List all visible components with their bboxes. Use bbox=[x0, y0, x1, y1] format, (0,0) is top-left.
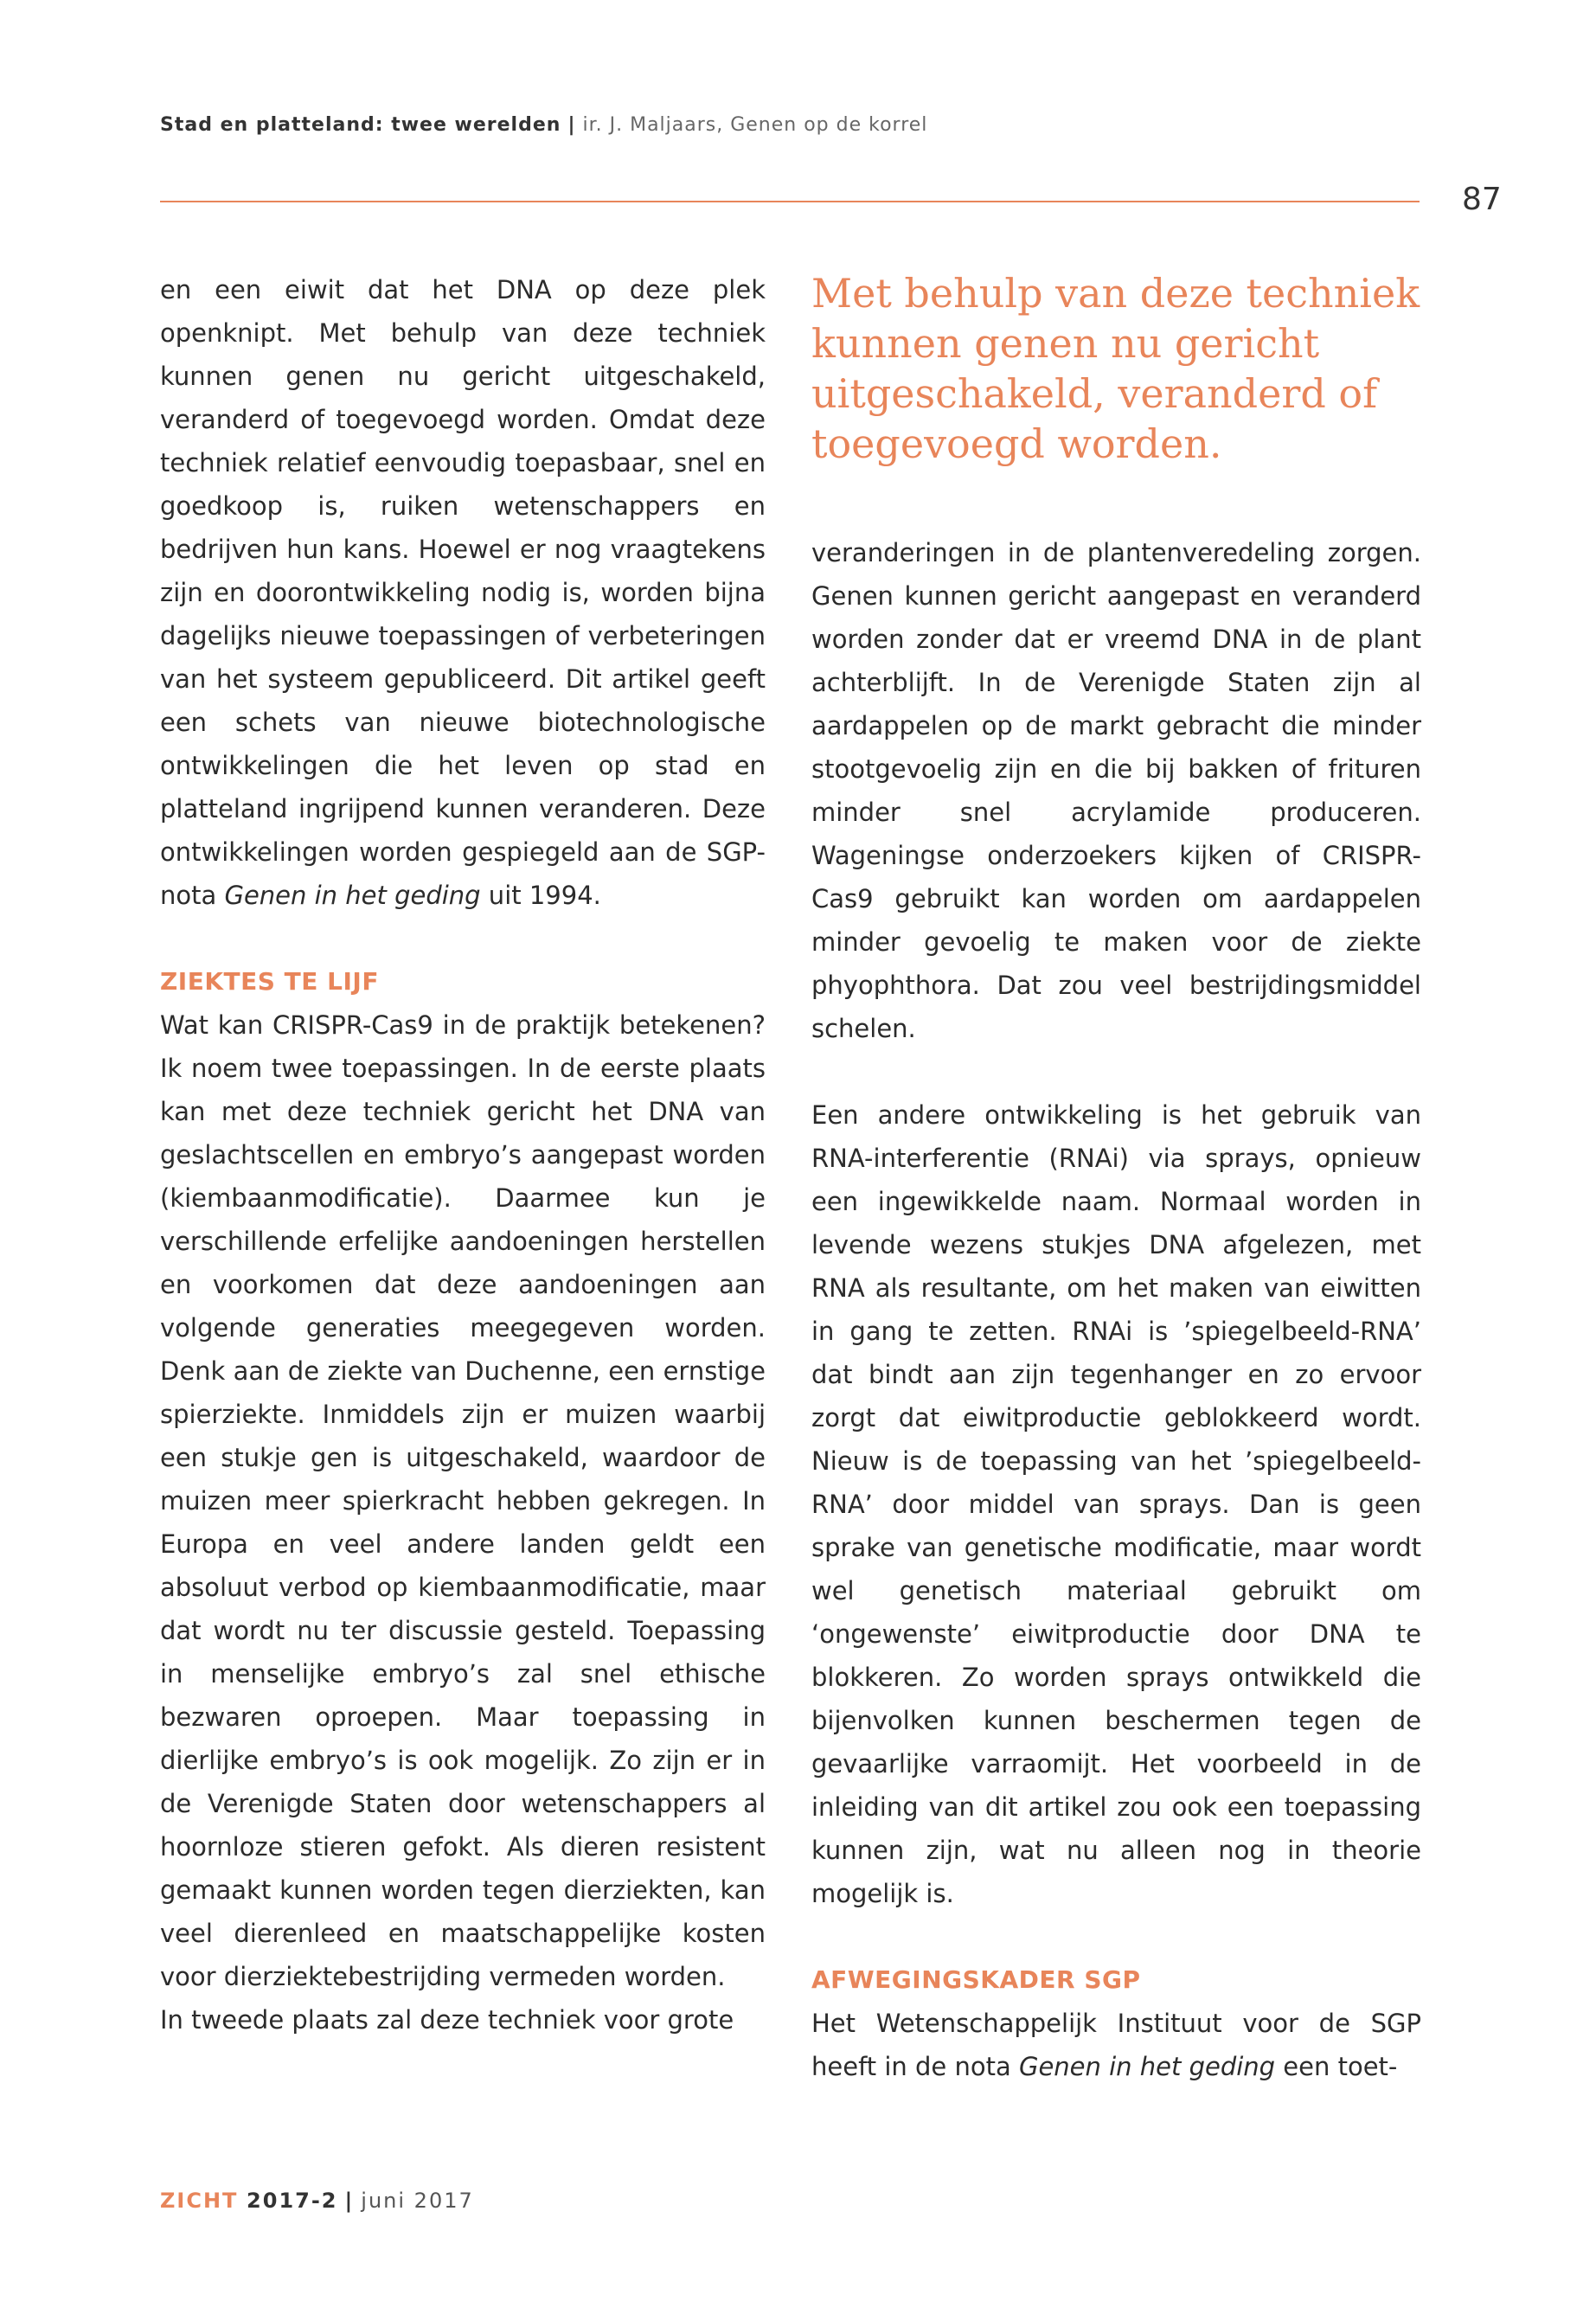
footer-separator: | bbox=[344, 2189, 355, 2213]
right-paragraph-1: veranderingen in de plantenveredeling zorgen. Genen kunnen gericht aangepast en veranderd worden zonder dat er vreemd DNA in de plant achterblijft. In de Verenigde Staten zijn al aardappelen op de markt gebracht die minder stootgevoelig zijn en die bij bakken of frituren minder snel acrylamide produceren. Wageningse onderzoekers kijken of CRISPR-Cas9 gebruikt kan worden om aardappelen minder gevoelig te maken voor de ziekte phyophthora. Dat zou veel bestrijdingsmiddel schelen. bbox=[811, 538, 1421, 1043]
footer-issue: 2017-2 bbox=[247, 2189, 338, 2213]
left-column bbox=[160, 268, 766, 2041]
page-number: 87 bbox=[1462, 182, 1502, 217]
footer bbox=[160, 2189, 474, 2213]
header-author: ir. J. Maljaars, Genen op de korrel bbox=[582, 114, 928, 136]
right-paragraph-3: Het Wetenschappelijk Instituut voor de SGP heeft in de nota Genen in het geding een toet- bbox=[811, 2009, 1421, 2081]
book-title: Genen in het geding bbox=[1018, 2052, 1276, 2081]
running-header bbox=[160, 114, 927, 136]
header-rule bbox=[160, 201, 1420, 202]
header-title: Stad en platteland: twee werelden bbox=[160, 114, 561, 136]
footer-date: juni 2017 bbox=[361, 2189, 474, 2213]
section-heading-ziektes: ZIEKTES TE LIJF bbox=[160, 967, 379, 996]
pull-quote: Met behulp van deze techniek kunnen genen nu gericht uitgeschakeld, veranderd of toegevoegd worden. bbox=[811, 270, 1420, 467]
section-heading-afwegingskader: AFWEGINGSKADER SGP bbox=[811, 1965, 1141, 1994]
header-separator: | bbox=[567, 114, 576, 136]
book-title: Genen in het geding bbox=[224, 881, 481, 910]
left-paragraph-2: Wat kan CRISPR-Cas9 in de praktijk betekenen? Ik noem twee toepassingen. In de eerste plaats kan met deze techniek gericht het DNA van geslachtscellen en embryo’s aangepast worden (kiembaanmodificatie). Daarmee kun je verschillende erfelijke aandoeningen herstellen en voorkomen dat deze aandoeningen aan volgende generaties meegegeven worden. Denk aan de ziekte van Duchenne, een ernstige spierziekte. Inmiddels zijn er muizen waarbij een stukje gen is uitgeschakeld, waardoor de muizen meer spierkracht hebben gekregen. In Europa en veel andere landen geldt een absoluut verbod op kiembaanmodificatie, maar dat wordt nu ter discussie gesteld. Toepassing in menselijke embryo’s zal snel ethische bezwaren oproepen. Maar toepassing in dierlijke embryo’s is ook mogelijk. Zo zijn er in de Verenigde Staten door wetenschappers al hoornloze stieren gefokt. Als dieren resistent gemaakt kunnen worden tegen dierziekten, kan veel dierenleed en maatschappelijke kosten voor dierziektebestrijding vermeden worden. bbox=[160, 1010, 766, 1991]
left-paragraph-3: In tweede plaats zal deze techniek voor grote bbox=[160, 2005, 734, 2035]
right-column bbox=[811, 268, 1421, 2088]
footer-brand: ZICHT bbox=[160, 2189, 239, 2213]
left-paragraph-1: en een eiwit dat het DNA op deze plek openknipt. Met behulp van deze techniek kunnen genen nu gericht uitgeschakeld, veranderd of toegevoegd worden. Omdat deze techniek relatief eenvoudig toepasbaar, snel en goedkoop is, ruiken wetenschappers en bedrijven hun kans. Hoewel er nog vraagtekens zijn en doorontwikkeling nodig is, worden bijna dagelijks nieuwe toepassingen of verbeteringen van het systeem gepubliceerd. Dit artikel geeft een schets van nieuwe biotechnologische ontwikkelingen die het leven op stad en platteland ingrijpend kunnen veranderen. Deze ontwikkelingen worden gespiegeld aan de SGP-nota Genen in het geding uit 1994. bbox=[160, 275, 766, 910]
right-paragraph-2: Een andere ontwikkeling is het gebruik van RNA-interferentie (RNAi) via sprays, opnieuw een ingewikkelde naam. Normaal worden in levende wezens stukjes DNA afgelezen, met RNA als resultante, om het maken van eiwitten in gang te zetten. RNAi is ’spiegelbeeld-RNA’ dat bindt aan zijn tegenhanger en zo ervoor zorgt dat eiwitproductie geblokkeerd wordt. Nieuw is de toepassing van het ’spiegelbeeld-RNA’ door middel van sprays. Dan is geen sprake van genetische modificatie, maar wordt wel genetisch materiaal gebruikt om ‘ongewenste’ eiwitproductie door DNA te blokkeren. Zo worden sprays ontwikkeld die bijenvolken kunnen beschermen tegen de gevaarlijke varraomijt. Het voorbeeld in de inleiding van dit artikel zou ook een toepassing kunnen zijn, wat nu alleen nog in theorie mogelijk is. bbox=[811, 1100, 1421, 1908]
